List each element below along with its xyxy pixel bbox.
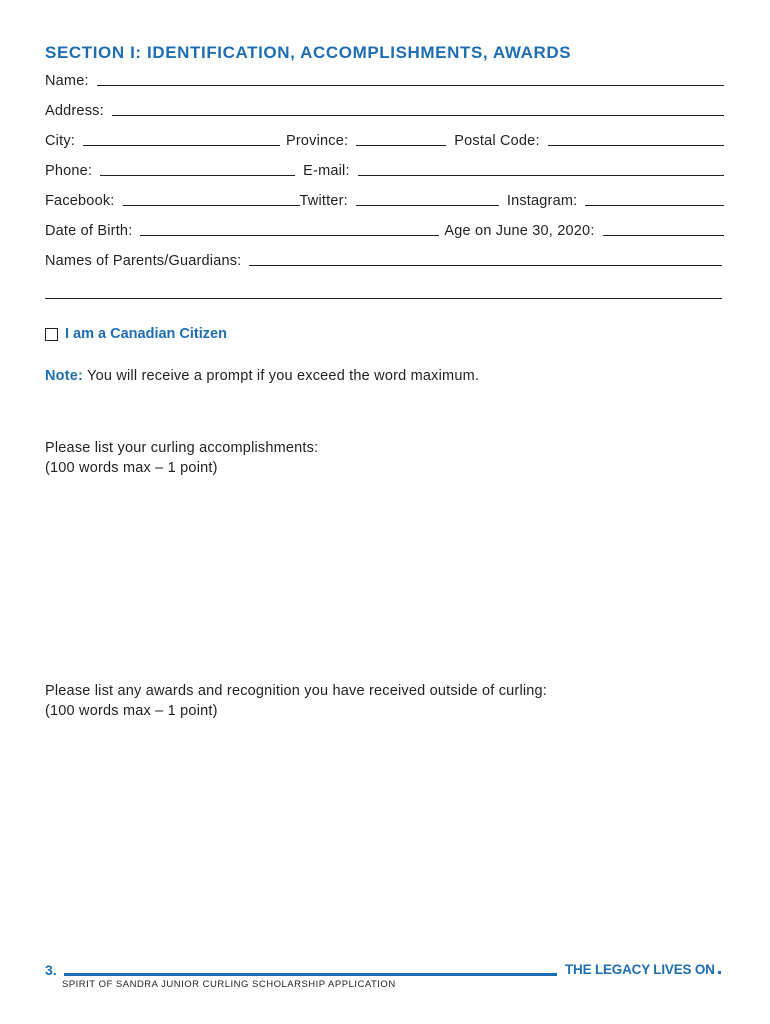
citizen-checkbox-row[interactable]: [45, 326, 227, 342]
name-row: [45, 71, 724, 91]
accomplishments-limit: (100 words max – 1 point): [45, 460, 218, 476]
instagram-field[interactable]: [585, 205, 724, 206]
twitter-field[interactable]: [356, 205, 499, 206]
awards-prompt: [45, 681, 547, 721]
city-label: City:: [45, 133, 75, 149]
dob-field[interactable]: [140, 235, 439, 236]
note-key: Note:: [45, 368, 84, 384]
instagram-label: Instagram:: [506, 193, 578, 209]
citizen-label: I am a Canadian Citizen: [65, 326, 227, 342]
phone-field[interactable]: [100, 175, 295, 176]
email-field[interactable]: [358, 175, 724, 176]
twitter-label: Twitter:: [299, 193, 348, 209]
postal-code-field[interactable]: [548, 145, 724, 146]
dob-label: Date of Birth:: [45, 223, 133, 239]
legacy-tagline: [565, 962, 721, 977]
age-field[interactable]: [603, 235, 724, 236]
citizen-checkbox[interactable]: [45, 328, 58, 341]
parents-row: [45, 251, 722, 271]
awards-limit: (100 words max – 1 point): [45, 703, 218, 719]
city-row: [45, 131, 724, 151]
parents-label: Names of Parents/Guardians:: [45, 253, 242, 269]
name-label: Name:: [45, 73, 89, 89]
awards-question: Please list any awards and recognition you have received outside of curling:: [45, 683, 548, 699]
tagline-dot: [718, 971, 721, 974]
name-field[interactable]: [97, 85, 724, 86]
page-number: 3.: [45, 962, 57, 978]
address-label: Address:: [45, 103, 104, 119]
email-label: E-mail:: [303, 163, 350, 179]
parents-field-continuation[interactable]: [45, 298, 722, 299]
province-label: Province:: [286, 133, 349, 149]
note-text: You will receive a prompt if you exceed the word maximum.: [83, 368, 480, 384]
awards-answer-field[interactable]: [45, 729, 726, 943]
province-field[interactable]: [356, 145, 446, 146]
facebook-label: Facebook:: [45, 193, 115, 209]
dob-row: [45, 221, 724, 241]
accomplishments-prompt: [45, 438, 318, 478]
section-title: SECTION I: IDENTIFICATION, ACCOMPLISHMENTS, AWARDS: [45, 43, 572, 62]
social-row: [45, 191, 724, 211]
phone-label: Phone:: [45, 163, 93, 179]
age-label: Age on June 30, 2020:: [444, 223, 595, 239]
accomplishments-question: Please list your curling accomplishments:: [45, 440, 319, 456]
parents-field[interactable]: [249, 265, 722, 266]
footer-subtitle: SPIRIT OF SANDRA JUNIOR CURLING SCHOLARSHIP APPLICATION: [62, 979, 396, 990]
footer-rule: [64, 973, 557, 976]
accomplishments-answer-field[interactable]: [45, 486, 726, 670]
facebook-field[interactable]: [123, 205, 300, 206]
phone-row: [45, 161, 724, 181]
postal-code-label: Postal Code:: [454, 133, 540, 149]
address-row: [45, 101, 724, 121]
legacy-tagline-text: THE LEGACY LIVES ON: [565, 962, 715, 977]
city-field[interactable]: [83, 145, 280, 146]
note: [45, 368, 479, 384]
address-field[interactable]: [112, 115, 724, 116]
